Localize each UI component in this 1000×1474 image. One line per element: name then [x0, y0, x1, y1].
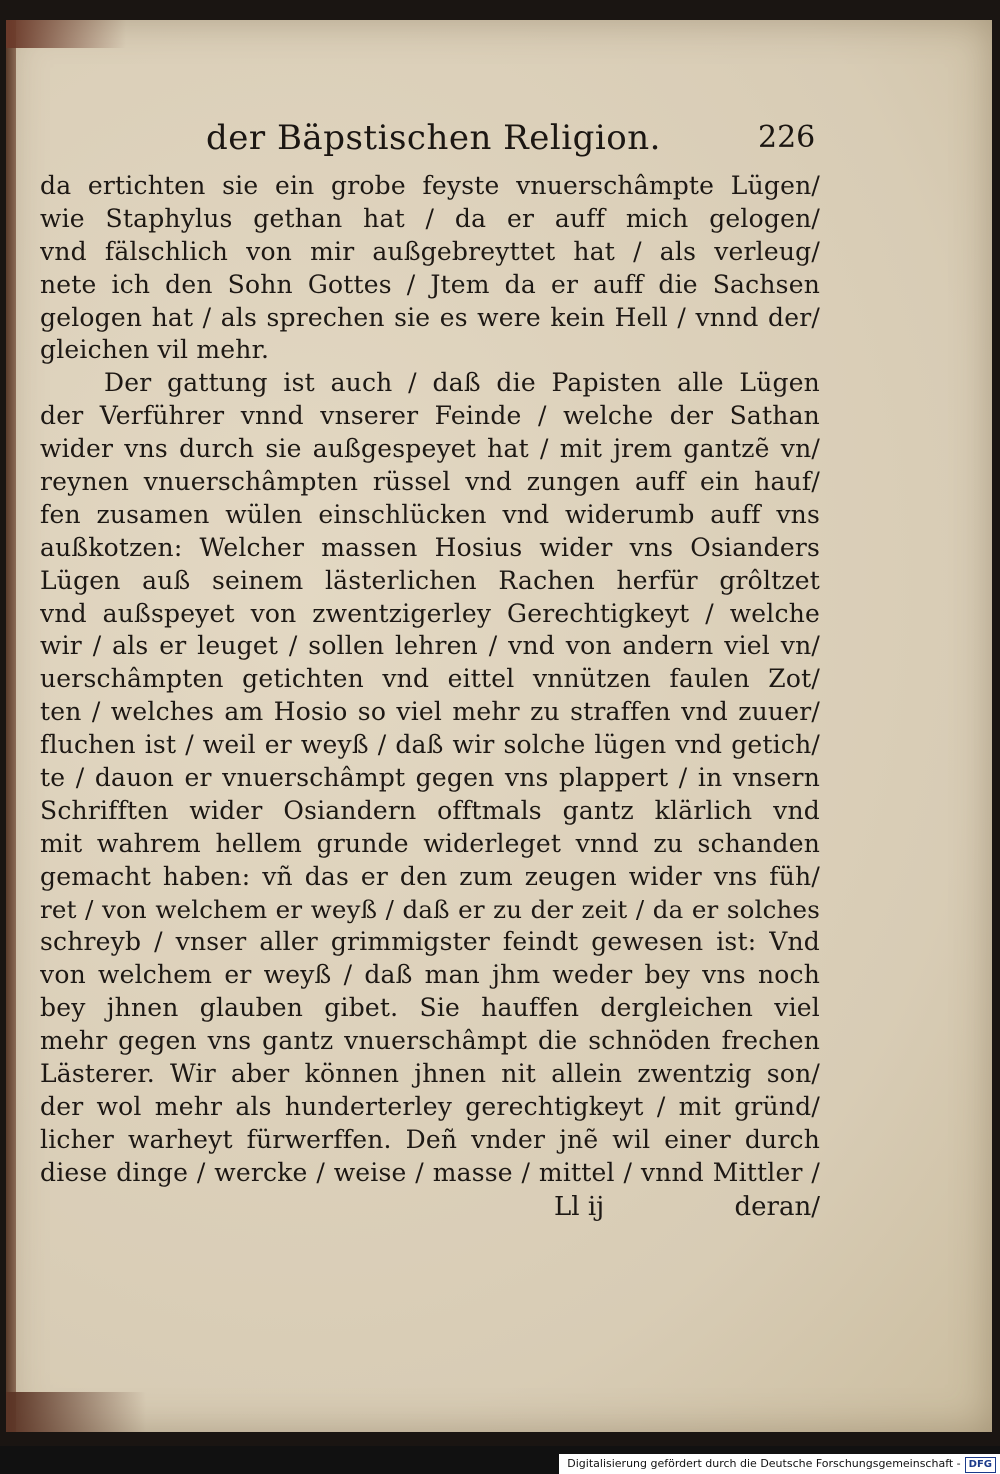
page-footer-line	[40, 1192, 820, 1232]
text-line: gelogen hat / als sprechen sie es were kein Hell / vnnd der/	[40, 302, 820, 332]
text-line: Lügen auß seinem lästerlichen Rachen herfür grôltzet	[40, 565, 820, 595]
text-line: wider vns durch sie außgespeyet hat / mit jrem gantzẽ vn/	[40, 434, 820, 464]
text-line: te / dauon er vnuerschâmpt gegen vns plappert / in vnsern	[40, 763, 820, 793]
text-line: bey jhnen glauben gibet. Sie hauffen dergleichen viel	[40, 993, 820, 1023]
text-line: von welchem er weyß / daß man jhm weder bey vns noch	[40, 960, 820, 990]
text-line: licher warheyt fürwerffen. Deñ vnder jnẽ wil einer durch	[40, 1124, 820, 1154]
text-line: fen zusamen wülen einschlücken vnd widerumb auff vns	[40, 499, 820, 529]
text-line: wir / als er leuget / sollen lehren / vnd von andern viel vn/	[40, 631, 820, 661]
text-line: nete ich den Sohn Gottes / Jtem da er auff die Sachsen	[40, 269, 820, 299]
text-line: diese dinge / wercke / weise / masse / mittel / vnnd Mittler /	[40, 1157, 820, 1187]
text-line: ret / von welchem er weyß / daß er zu der zeit / da er solches	[40, 894, 820, 924]
text-line: Lästerer. Wir aber können jhnen nit allein zwentzig son/	[40, 1059, 820, 1089]
text-line: schreyb / vnser aller grimmigster feindt gewesen ist: Vnd	[40, 927, 820, 957]
catchword: deran/	[734, 1192, 820, 1222]
stain-bottom	[6, 1392, 146, 1432]
text-line: gleichen vil mehr.	[40, 335, 270, 365]
text-line: da ertichten sie ein grobe feyste vnuerschâmpte Lügen/	[40, 171, 820, 200]
page-edge	[6, 20, 16, 1432]
text-line: fluchen ist / weil er weyß / daß wir solche lügen vnd getich/	[40, 730, 820, 760]
text-block	[40, 170, 820, 1190]
running-head	[6, 118, 992, 158]
text-line: der wol mehr als hunderterley gerechtigkeyt / mit gründ/	[40, 1091, 820, 1121]
text-line: wie Staphylus gethan hat / da er auff mich gelogen/	[40, 203, 820, 233]
text-line: vnd außspeyet von zwentzigerley Gerechtigkeyt / welche	[40, 598, 820, 628]
credit-text: Digitalisierung gefördert durch die Deutsche Forschungsgemeinschaft -	[567, 1457, 961, 1470]
text-line: mit wahrem hellem grunde widerleget vnnd zu schanden	[40, 828, 820, 858]
text-line: mehr gegen vns gantz vnuerschâmpt die schnöden frechen	[40, 1026, 820, 1056]
digitization-credit	[559, 1454, 1000, 1474]
signature-mark: Ll ij	[554, 1192, 605, 1222]
text-line: reynen vnuerschâmpten rüssel vnd zungen auff ein hauf/	[40, 467, 820, 497]
text-line: außkotzen: Welcher massen Hosius wider vns Osianders	[40, 532, 820, 562]
text-line: vnd fälschlich von mir außgebreyttet hat / als verleug/	[40, 236, 820, 266]
text-line: gemacht haben: vñ das er den zum zeugen wider vns füh/	[40, 861, 820, 891]
text-line: der Verführer vnnd vnserer Feinde / welche der Sathan	[40, 401, 820, 431]
dfg-logo: DFG	[965, 1457, 996, 1473]
text-line: Der gattung ist auch / daß die Papisten alle Lügen	[104, 368, 820, 398]
stain-top	[6, 20, 126, 48]
text-line: Schrifften wider Osiandern offtmals gantz klärlich vnd	[40, 795, 820, 825]
running-head-title: der Bäpstischen Religion.	[206, 118, 661, 158]
text-line: ten / welches am Hosio so viel mehr zu straffen vnd zuuer/	[40, 697, 820, 727]
text-line: uerschâmpten getichten vnd eittel vnnützen faulen Zot/	[40, 664, 820, 694]
book-page	[6, 20, 992, 1432]
folio-number: 226	[758, 120, 816, 155]
